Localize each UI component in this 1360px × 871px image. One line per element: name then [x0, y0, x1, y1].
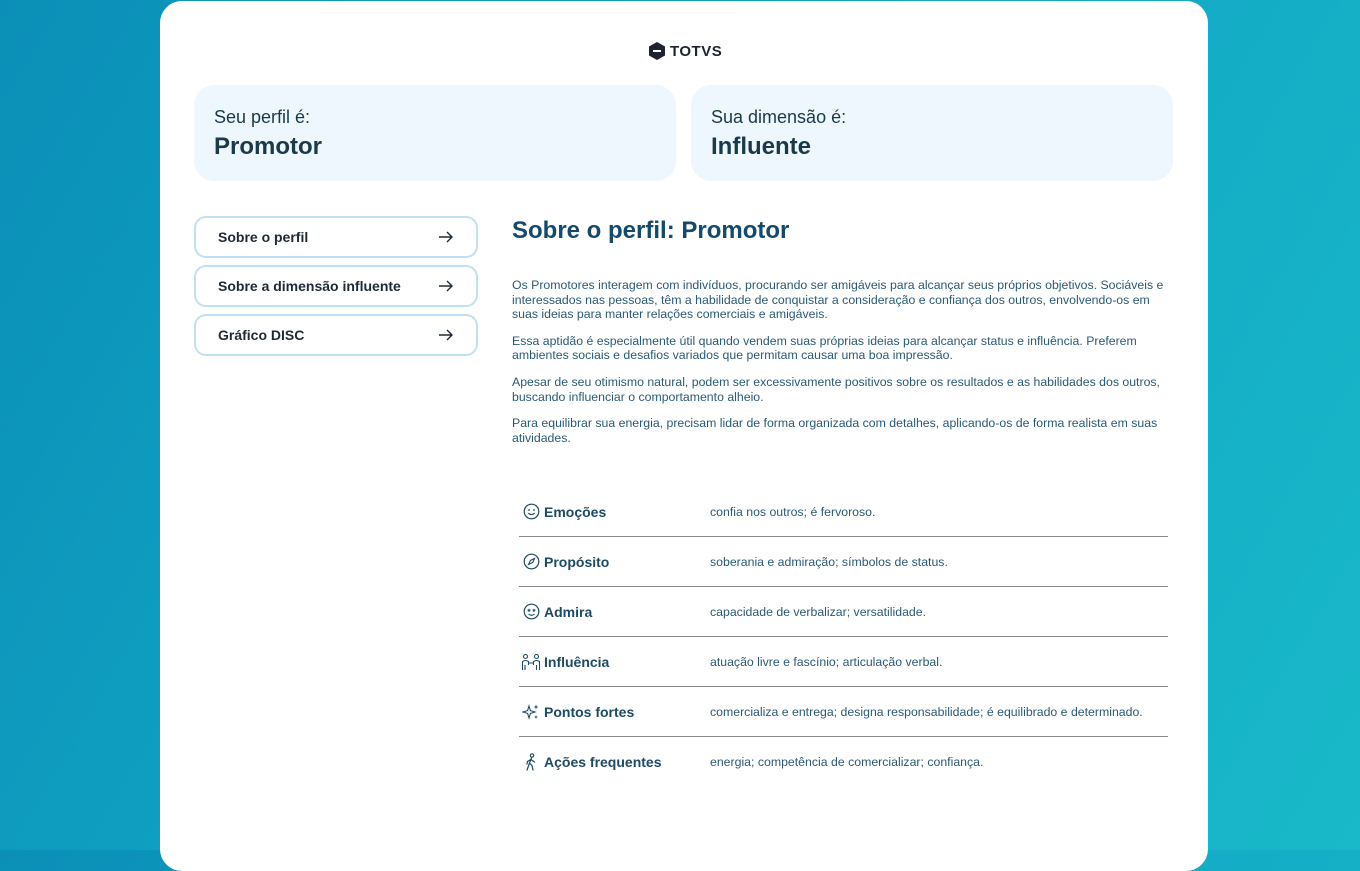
trait-row-admires — [519, 587, 1168, 637]
nav-about-dimension-label: Sobre a dimensão influente — [218, 278, 401, 294]
paragraph: Os Promotores interagem com indivíduos, procurando ser amigáveis para alcançar seus próprios objetivos. Sociáveis e interessados nas pessoas, têm a habilidade de conquistar a consideração e confiança dos outros, envolvendo-os em suas ideias para manter relações comerciais e amigáveis. — [512, 278, 1164, 322]
arrow-right-icon — [438, 279, 454, 293]
paragraph: Essa aptidão é especialmente útil quando vendem suas próprias ideias para alcançar status e influência. Preferem ambientes sociais e desafios variados que permitam causar uma boa impressão. — [512, 333, 1137, 363]
trait-value: comercializa e entrega; designa responsabilidade; é equilibrado e determinado. — [710, 704, 1143, 719]
logo-text: TOTVS — [670, 42, 723, 60]
arrow-right-icon — [438, 328, 454, 342]
trait-key: Emoções — [544, 503, 607, 520]
dimension-card — [691, 85, 1173, 181]
trait-row-influence — [519, 637, 1168, 687]
nav-about-profile-label: Sobre o perfil — [218, 229, 309, 245]
main-panel — [160, 1, 1208, 871]
profile-label: Seu perfil é: — [214, 107, 311, 127]
paragraph: Para equilibrar sua energia, precisam lidar de forma organizada com detalhes, aplicando-os de forma realista em suas atividades. — [512, 416, 1158, 445]
walking-icon — [521, 752, 541, 772]
trait-row-frequent-actions — [519, 737, 1168, 787]
star-eyes-icon — [521, 602, 541, 622]
dimension-label: Sua dimensão é: — [711, 107, 847, 127]
trait-key: Admira — [544, 603, 593, 620]
totvs-logo — [648, 41, 722, 61]
trait-value: confia nos outros; é fervoroso. — [710, 504, 876, 519]
trait-value: soberania e admiração; símbolos de status. — [710, 554, 948, 569]
paragraph: Apesar de seu otimismo natural, podem ser excessivamente positivos sobre os resultados e as habilidades dos outros, buscando influenciar o comportamento alheio. — [512, 374, 1160, 404]
trait-key: Propósito — [544, 553, 610, 570]
trait-key: Ações frequentes — [544, 754, 662, 770]
traits-table — [519, 487, 1168, 787]
content-title: Sobre o perfil: Promotor — [512, 217, 790, 244]
dimension-value: Influente — [711, 133, 811, 160]
trait-value: atuação livre e fascínio; articulação verbal. — [710, 654, 943, 669]
smile-icon — [521, 502, 541, 522]
nav-about-profile-button[interactable] — [194, 216, 478, 258]
compass-icon — [521, 552, 541, 572]
trait-key: Pontos fortes — [544, 703, 635, 720]
profile-value: Promotor — [214, 133, 322, 160]
trait-row-strengths — [519, 687, 1168, 737]
profile-content — [512, 215, 1168, 457]
trait-row-emotions — [519, 487, 1168, 537]
trait-value: capacidade de verbalizar; versatilidade. — [710, 604, 927, 619]
side-nav — [194, 216, 478, 363]
description — [512, 278, 1168, 445]
nav-about-dimension-button[interactable] — [194, 265, 478, 307]
nav-disc-chart-label: Gráfico DISC — [218, 327, 305, 343]
trait-row-purpose — [519, 537, 1168, 587]
sparkles-icon — [521, 702, 541, 722]
people-icon — [521, 652, 541, 672]
profile-card — [194, 85, 676, 181]
logo-mark-icon — [648, 41, 666, 61]
trait-value: energia; competência de comercializar; confiança. — [710, 755, 984, 769]
trait-key: Influência — [544, 653, 610, 670]
nav-disc-chart-button[interactable] — [194, 314, 478, 356]
arrow-right-icon — [438, 230, 454, 244]
